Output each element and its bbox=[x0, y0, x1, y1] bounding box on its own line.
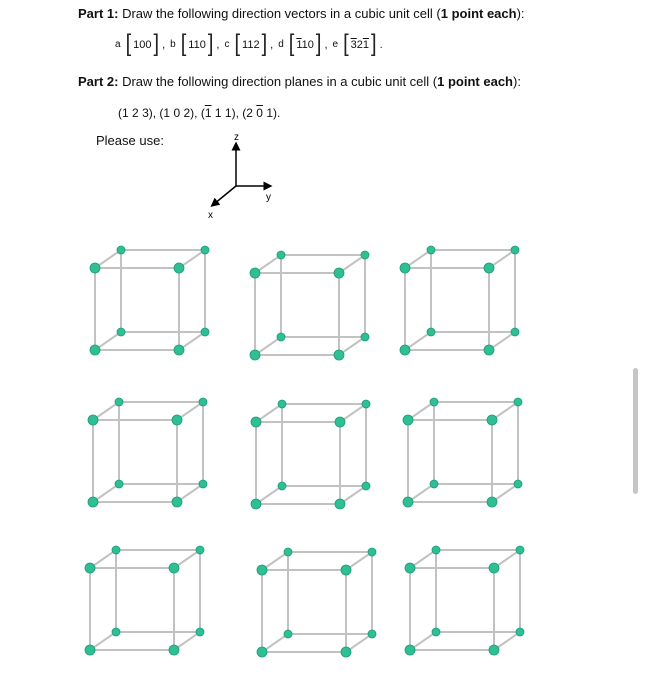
lattice-atom bbox=[430, 480, 438, 488]
lattice-atom bbox=[251, 417, 261, 427]
lattice-atom bbox=[403, 497, 413, 507]
lattice-atom bbox=[196, 546, 204, 554]
vector-digit: 1 bbox=[188, 38, 194, 51]
lattice-atom bbox=[174, 345, 184, 355]
bracket-open: [ bbox=[234, 30, 240, 58]
x-axis bbox=[214, 186, 236, 204]
cubic-unit-cell bbox=[89, 384, 207, 504]
part1-text: Draw the following direction vectors in a cubic unit cell ( bbox=[118, 6, 441, 21]
cubic-unit-cell bbox=[401, 232, 519, 352]
lattice-atom bbox=[278, 400, 286, 408]
lattice-atom bbox=[277, 333, 285, 341]
vector-digit: 1 bbox=[362, 38, 369, 51]
vector-letter: b bbox=[170, 39, 176, 50]
part2-title bbox=[78, 74, 521, 89]
lattice-atom bbox=[432, 546, 440, 554]
lattice-atom bbox=[489, 645, 499, 655]
lattice-atom bbox=[361, 333, 369, 341]
lattice-atom bbox=[85, 563, 95, 573]
lattice-atom bbox=[432, 628, 440, 636]
vector-digit: 1 bbox=[133, 38, 140, 51]
axes-diagram bbox=[200, 128, 290, 223]
lattice-atom bbox=[514, 480, 522, 488]
vector-digit: 0 bbox=[145, 38, 152, 51]
lattice-atom bbox=[90, 263, 100, 273]
bracket-close: ] bbox=[207, 30, 214, 58]
vector-digit: 0 bbox=[199, 38, 206, 51]
lattice-atom bbox=[201, 246, 209, 254]
lattice-atom bbox=[341, 647, 351, 657]
plane-index: (1 0 2) bbox=[159, 106, 195, 120]
vector-value bbox=[242, 39, 260, 51]
part2-points: 1 point each bbox=[437, 74, 513, 89]
cubic-unit-cell bbox=[251, 237, 369, 357]
vector-digit: 2 bbox=[356, 38, 363, 51]
part1-label: Part 1: bbox=[78, 6, 119, 21]
separator: . bbox=[379, 38, 383, 51]
plane-digit: 1 bbox=[224, 106, 232, 120]
cubic-unit-cell bbox=[91, 232, 209, 352]
bracket-open: [ bbox=[125, 30, 132, 58]
part2-text: Draw the following direction planes in a cubic unit cell ( bbox=[118, 74, 438, 89]
lattice-atom bbox=[174, 263, 184, 273]
lattice-atom bbox=[284, 630, 292, 638]
lattice-atom bbox=[511, 328, 519, 336]
bracket-close: ] bbox=[371, 30, 377, 58]
lattice-atom bbox=[335, 499, 345, 509]
bracket-open: [ bbox=[343, 30, 349, 58]
vector-digit: 0 bbox=[307, 38, 314, 51]
lattice-atom bbox=[489, 563, 499, 573]
lattice-atom bbox=[427, 246, 435, 254]
plane-digit: 1 bbox=[266, 106, 274, 120]
plane-digit: 2 bbox=[246, 106, 253, 120]
y-axis-label: y bbox=[266, 192, 271, 203]
please-use-label: Please use: bbox=[96, 133, 164, 148]
lattice-atom bbox=[368, 548, 376, 556]
lattice-atom bbox=[484, 345, 494, 355]
plane-index: (1 1 1) bbox=[200, 106, 236, 120]
lattice-atom bbox=[169, 563, 179, 573]
vector-digit: 1 bbox=[242, 38, 248, 51]
cubic-unit-cell bbox=[86, 532, 204, 652]
separator: , bbox=[216, 38, 220, 51]
cubic-unit-cell bbox=[252, 386, 370, 506]
lattice-atom bbox=[430, 398, 438, 406]
bracket-close: ] bbox=[261, 30, 268, 58]
plane-digit: 2 bbox=[183, 106, 191, 120]
lattice-atom bbox=[90, 345, 100, 355]
plane-digit: 1 bbox=[214, 106, 222, 120]
lattice-atom bbox=[361, 251, 369, 259]
lattice-atom bbox=[334, 268, 344, 278]
lattice-atom bbox=[88, 497, 98, 507]
lattice-atom bbox=[115, 398, 123, 406]
lattice-atom bbox=[516, 628, 524, 636]
vector-value bbox=[296, 39, 314, 51]
lattice-atom bbox=[368, 630, 376, 638]
cubic-unit-cell bbox=[404, 384, 522, 504]
lattice-atom bbox=[117, 246, 125, 254]
lattice-atom bbox=[362, 400, 370, 408]
plane-digit: 2 bbox=[132, 106, 139, 120]
vector-value bbox=[133, 39, 151, 51]
lattice-atom bbox=[278, 482, 286, 490]
part1-title bbox=[78, 6, 525, 21]
separator: , bbox=[324, 38, 328, 51]
part2-label: Part 2: bbox=[78, 74, 119, 89]
vector-digit: 3 bbox=[350, 38, 357, 51]
scrollbar-thumb[interactable] bbox=[633, 368, 638, 494]
cubic-unit-cell bbox=[406, 532, 524, 652]
lattice-atom bbox=[199, 480, 207, 488]
lattice-atom bbox=[514, 398, 522, 406]
direction-planes: (1 2 3), (1 0 2), (1 1 1), (2 0 1). bbox=[118, 106, 281, 120]
lattice-atom bbox=[117, 328, 125, 336]
lattice-atom bbox=[250, 268, 260, 278]
lattice-atom bbox=[334, 350, 344, 360]
vector-digit: 1 bbox=[193, 38, 200, 51]
lattice-atom bbox=[85, 645, 95, 655]
plane-digit: 0 bbox=[256, 106, 263, 120]
bracket-close: ] bbox=[315, 30, 322, 58]
lattice-atom bbox=[487, 497, 497, 507]
lattice-atom bbox=[196, 628, 204, 636]
plane-digit: 1 bbox=[122, 106, 129, 120]
lattice-atom bbox=[201, 328, 209, 336]
bracket-close: ] bbox=[153, 30, 160, 58]
lattice-atom bbox=[427, 328, 435, 336]
lattice-atom bbox=[250, 350, 260, 360]
lattice-atom bbox=[335, 417, 345, 427]
lattice-atom bbox=[115, 480, 123, 488]
plane-digit: 1 bbox=[204, 106, 212, 120]
lattice-atom bbox=[277, 251, 285, 259]
separator: , bbox=[162, 38, 166, 51]
plane-digit: 0 bbox=[173, 106, 181, 120]
vector-letter: a bbox=[115, 39, 121, 50]
separator: , bbox=[270, 38, 274, 51]
vector-digit: 2 bbox=[253, 38, 260, 51]
cubic-unit-cell bbox=[258, 534, 376, 654]
vector-value bbox=[188, 39, 206, 51]
part2-tail: ): bbox=[513, 74, 521, 89]
lattice-atom bbox=[169, 645, 179, 655]
vector-digit: 1 bbox=[296, 38, 302, 51]
vector-digit: 0 bbox=[139, 38, 146, 51]
lattice-atom bbox=[341, 565, 351, 575]
lattice-atom bbox=[112, 546, 120, 554]
lattice-atom bbox=[403, 415, 413, 425]
lattice-atom bbox=[172, 415, 182, 425]
lattice-atom bbox=[257, 565, 267, 575]
z-axis-label: z bbox=[234, 132, 239, 143]
lattice-atom bbox=[362, 482, 370, 490]
lattice-atom bbox=[251, 499, 261, 509]
lattice-atom bbox=[112, 628, 120, 636]
plane-digit: 1 bbox=[163, 106, 171, 120]
bracket-open: [ bbox=[180, 30, 187, 58]
lattice-atom bbox=[199, 398, 207, 406]
vector-digit: 1 bbox=[301, 38, 308, 51]
lattice-atom bbox=[88, 415, 98, 425]
lattice-atom bbox=[405, 645, 415, 655]
vector-letter: d bbox=[278, 39, 284, 50]
plane-index: (1 2 3) bbox=[118, 106, 153, 120]
plane-digit: 3 bbox=[142, 106, 149, 120]
lattice-atom bbox=[511, 246, 519, 254]
x-axis-label: x bbox=[208, 210, 213, 221]
vector-letter: c bbox=[224, 39, 230, 50]
lattice-atom bbox=[172, 497, 182, 507]
bracket-open: [ bbox=[288, 30, 295, 58]
part1-tail: ): bbox=[516, 6, 525, 21]
part1-points: 1 point each bbox=[440, 6, 517, 21]
lattice-atom bbox=[516, 546, 524, 554]
lattice-atom bbox=[405, 563, 415, 573]
lattice-atom bbox=[257, 647, 267, 657]
lattice-atom bbox=[487, 415, 497, 425]
vector-letter: e bbox=[332, 39, 339, 50]
plane-index: (2 0 1) bbox=[242, 106, 278, 120]
lattice-atom bbox=[284, 548, 292, 556]
vector-digit: 1 bbox=[247, 38, 254, 51]
lattice-atom bbox=[400, 345, 410, 355]
lattice-atom bbox=[484, 263, 494, 273]
lattice-atom bbox=[400, 263, 410, 273]
vector-value bbox=[351, 39, 369, 51]
direction-vectors bbox=[115, 30, 386, 58]
